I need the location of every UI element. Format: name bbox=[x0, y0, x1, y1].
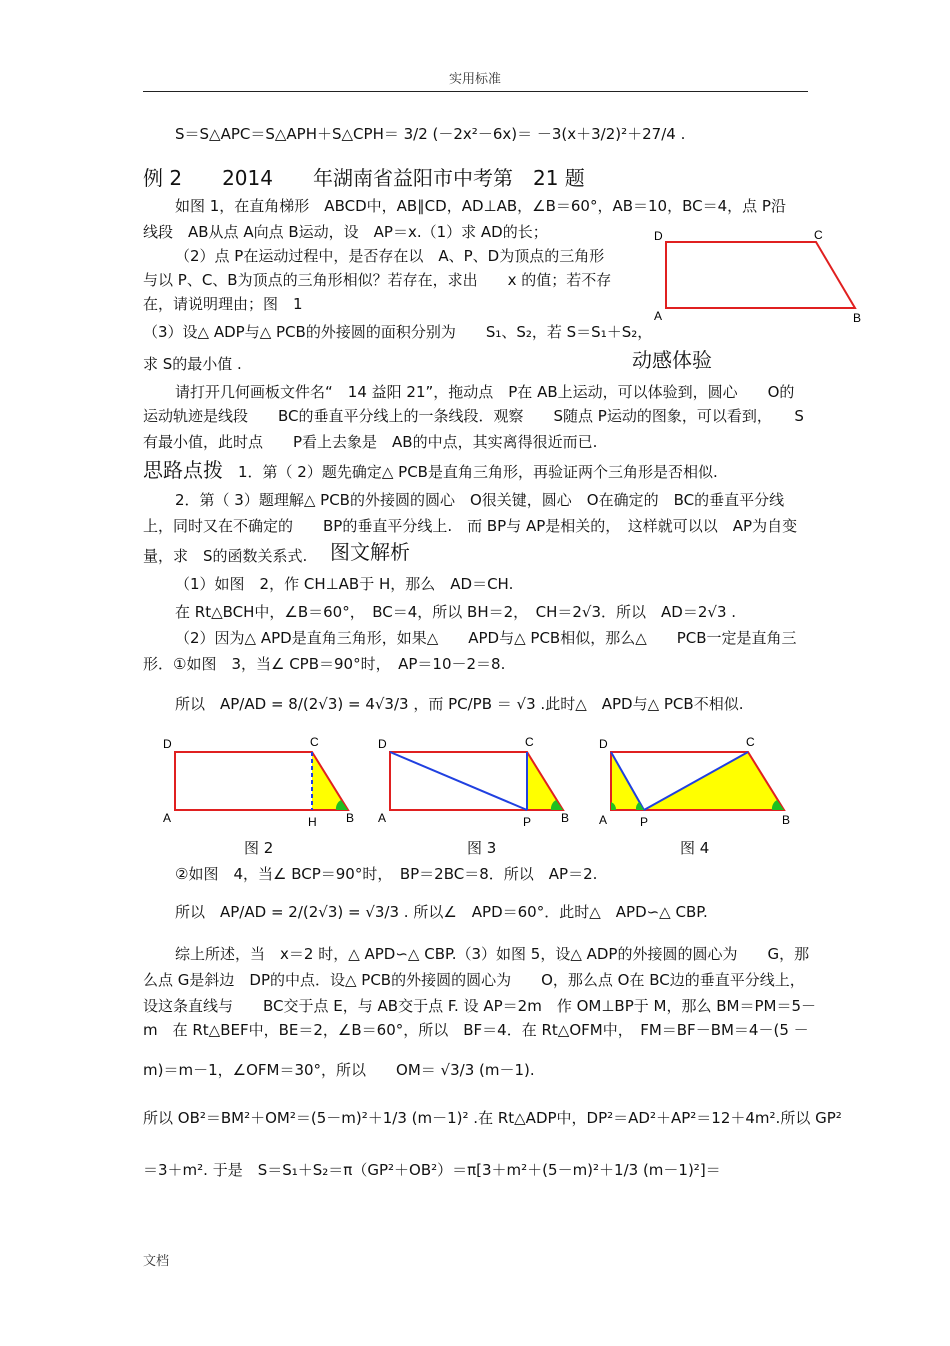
para-line-21: 所以 AP/AD = 2/(2√3) = √3/3 . 所以∠ APD＝60°．此时△ APD∽△ CBP. bbox=[175, 903, 708, 921]
problem-line-5: 在，请说明理由；图 1 bbox=[143, 295, 303, 313]
section-dongtai: 动感体验 bbox=[632, 348, 712, 372]
section-tuwen: 图文解析 bbox=[330, 540, 410, 564]
page-footer: 文档 bbox=[143, 1254, 170, 1269]
para-line-17: （2）因为△ APD是直角三角形，如果△ APD与△ PCB相似，那么△ PCB一定是直角三 bbox=[175, 629, 797, 647]
fig4-label-P: P bbox=[640, 815, 649, 829]
figure-2 bbox=[160, 734, 360, 834]
figure-4 bbox=[596, 734, 801, 834]
para-line-19: 所以 AP/AD = 8/(2√3) = 4√3/3 ，而 PC/PB ＝ √3 .此时△ APD与△ PCB不相似. bbox=[175, 695, 744, 713]
fig3-label-C: C bbox=[525, 735, 534, 749]
problem-line-2: 线段 AB从点 A向点 B运动，设 AP＝x.（1）求 AD的长； bbox=[143, 223, 548, 241]
problem-line-4: 与以 P、C、B为顶点的三角形相似？若存在，求出 x 的值；若不存 bbox=[143, 271, 612, 289]
para-line-12: 2．第（ 3）题理解△ PCB的外接圆的圆心 O很关键，圆心 O在确定的 BC的垂直平分线 bbox=[175, 491, 785, 509]
formula-line: S＝S△APC＝S△APH＋S△CPH＝ 3/2 (－2x²－6x)＝ －3(x＋3/2)²＋27/4 . bbox=[175, 125, 686, 143]
para-line-14: 量，求 S的函数关系式. bbox=[143, 547, 308, 565]
fig-caption-4: 图 4 bbox=[680, 839, 710, 857]
fig2-label-B: B bbox=[346, 811, 355, 825]
para-line-8: 请打开几何画板文件名“ 14 益阳 21”，拖动点 P在 AB上运动，可以体验到，圆心 O的 bbox=[175, 383, 795, 401]
problem-line-3: （2）点 P在运动过程中，是否存在以 A、P、D为顶点的三角形 bbox=[175, 247, 605, 265]
para-line-24: 设这条直线与 BC交于点 E，与 AB交于点 F. 设 AP＝2m 作 OM⊥BP于 M，那么 BM＝PM＝5－ bbox=[143, 997, 816, 1015]
para-line-26: m)＝m－1，∠OFM＝30°，所以 OM＝ √3/3 (m－1). bbox=[143, 1061, 535, 1079]
fig-caption-3: 图 3 bbox=[467, 839, 497, 857]
para-line-18: 形．①如图 3，当∠ CPB＝90°时， AP＝10－2＝8. bbox=[143, 655, 506, 673]
problem-line-6: （3）设△ ADP与△ PCB的外接圆的面积分别为 S₁、S₂，若 S＝S₁＋S₂， bbox=[143, 323, 653, 341]
para-line-11: 1．第（ 2）题先确定△ PCB是直角三角形，再验证两个三角形是否相似. bbox=[238, 463, 718, 481]
para-line-25: m 在 Rt△BEF中，BE＝2，∠B＝60°，所以 BF＝4．在 Rt△OFM中， FM＝BF－BM＝4－(5 － bbox=[143, 1021, 809, 1039]
fig4-label-D: D bbox=[599, 737, 608, 751]
para-line-10: 有最小值，此时点 P看上去象是 AB的中点，其实离得很近而已. bbox=[143, 433, 598, 451]
para-line-20: ②如图 4，当∠ BCP＝90°时， BP＝2BC＝8．所以 AP＝2. bbox=[175, 865, 598, 883]
para-line-13: 上，同时又在不确定的 BP的垂直平分线上. 而 BP与 AP是相关的， 这样就可以以 AP为自变 bbox=[143, 517, 798, 535]
problem-line-7: 求 S的最小值 . bbox=[143, 355, 242, 373]
para-line-16: 在 Rt△BCH中，∠B＝60°， BC＝4，所以 BH＝2， CH＝2√3．所以 AD＝2√3 . bbox=[175, 603, 737, 621]
para-line-22: 综上所述，当 x＝2 时，△ APD∽△ CBP.（3）如图 5，设△ ADP的外接圆的圆心为 G，那 bbox=[175, 945, 810, 963]
fig4-label-B: B bbox=[782, 813, 791, 827]
fig2-label-H: H bbox=[308, 815, 317, 829]
fig-caption-2: 图 2 bbox=[244, 839, 274, 857]
para-line-27: 所以 OB²＝BM²＋OM²＝(5－m)²＋1/3 (m－1)² .在 Rt△ADP中，DP²＝AD²＋AP²＝12＋4m².所以 GP² bbox=[143, 1109, 842, 1127]
section-silu: 思路点拨 bbox=[143, 458, 223, 482]
fig1-label-B: B bbox=[853, 311, 862, 325]
fig3-label-A: A bbox=[378, 811, 387, 825]
page-header: 实用标准 bbox=[448, 72, 501, 87]
para-line-23: 么点 G是斜边 DP的中点．设△ PCB的外接圆的圆心为 O，那么点 O在 BC边的垂直平分线上， bbox=[143, 971, 805, 989]
fig2-label-C: C bbox=[310, 735, 319, 749]
fig2-label-A: A bbox=[163, 811, 172, 825]
fig2-label-D: D bbox=[163, 737, 172, 751]
figure-3 bbox=[375, 734, 575, 834]
fig1-label-C: C bbox=[814, 228, 823, 242]
example-title: 例 2 2014 年湖南省益阳市中考第 21 题 bbox=[143, 166, 585, 190]
fig3-label-D: D bbox=[378, 737, 387, 751]
trapezoid-shape bbox=[666, 242, 855, 308]
para-line-28: ＝3＋m². 于是 S＝S₁＋S₂＝π（GP²＋OB²）＝π[3＋m²＋(5－m)²＋1/3 (m－1)²]＝ bbox=[143, 1161, 721, 1179]
fig1-label-A: A bbox=[654, 309, 663, 323]
fig4-label-A: A bbox=[599, 813, 608, 827]
para-line-9: 运动轨迹是线段 BC的垂直平分线上的一条线段．观察 S随点 P运动的图象，可以看到， S bbox=[143, 407, 804, 425]
fig3-label-B: B bbox=[561, 811, 570, 825]
header-rule bbox=[143, 91, 808, 92]
fig3-label-P: P bbox=[523, 815, 532, 829]
para-line-15: （1）如图 2，作 CH⊥AB于 H，那么 AD＝CH. bbox=[175, 575, 514, 593]
fig4-label-C: C bbox=[746, 735, 755, 749]
segment-DP bbox=[390, 752, 527, 810]
problem-line-1: 如图 1，在直角梯形 ABCD中，AB∥CD，AD⊥AB，∠B＝60°，AB＝10，BC＝4，点 P沿 bbox=[175, 197, 786, 215]
figure-1 bbox=[650, 228, 865, 328]
fig1-label-D: D bbox=[654, 229, 663, 243]
